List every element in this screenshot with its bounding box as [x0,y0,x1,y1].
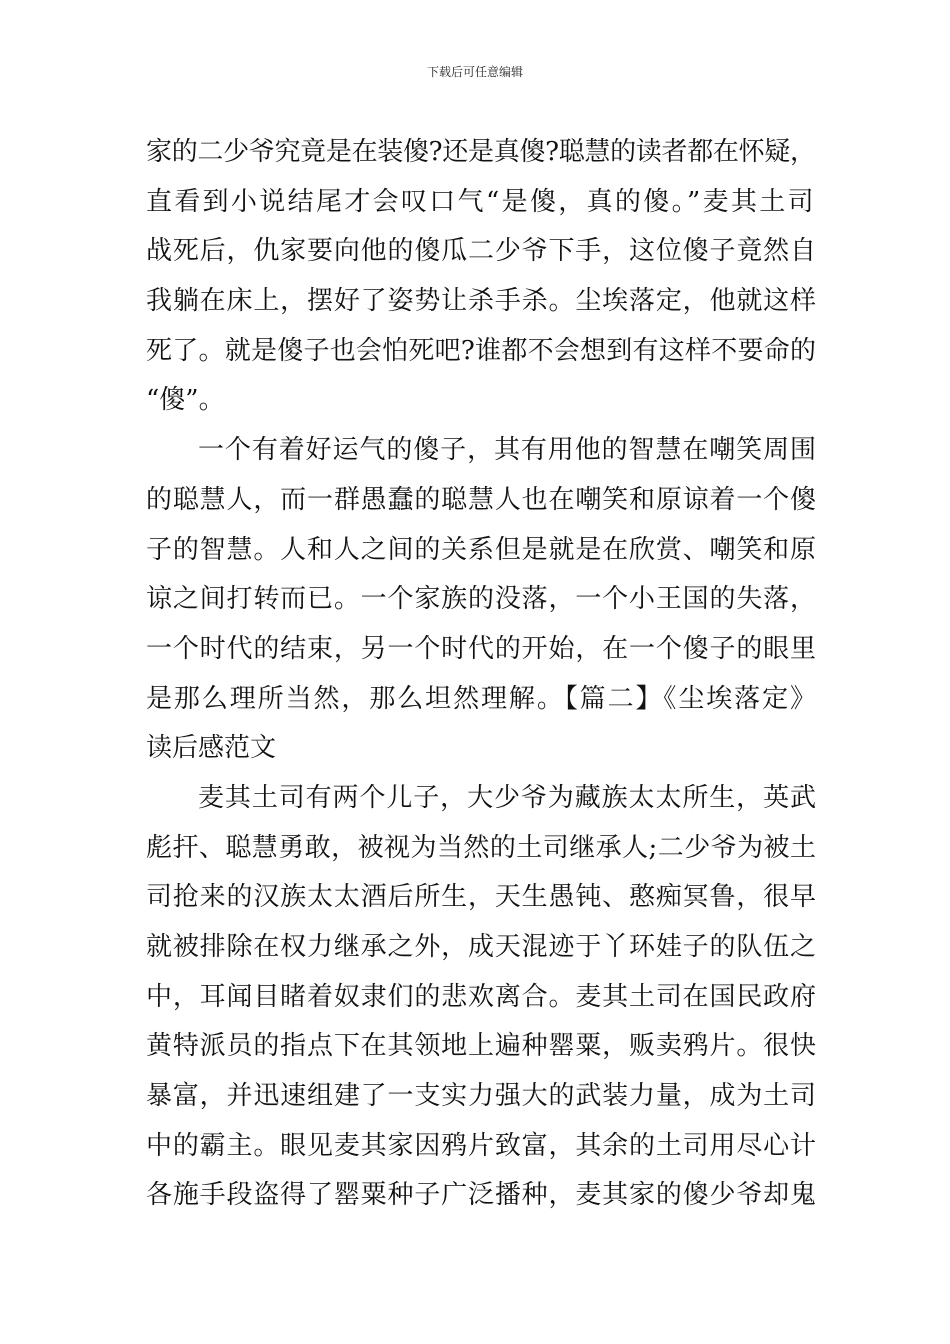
text-line: 子的智慧。人和人之间的关系但是就是在欣赏、嘲笑和原 [146,534,817,565]
text-line: 是那么理所当然，那么坦然理解。【篇二】《尘埃落定》 [146,683,818,714]
text-line: 就被排除在权力继承之外，成天混迹于丫环娃子的队伍之 [146,932,817,962]
text-line: 麦其土司有两个儿子，大少爷为藏族太太所生，英武 [198,782,817,813]
text-line: 彪扞、聪慧勇敢，被视为当然的土司继承人;二少爷为被土 [146,832,817,863]
text-line: 中，耳闻目睹着奴隶们的悲欢离合。麦其土司在国民政府 [146,981,817,1012]
text-line: 暴富，并迅速组建了一支实力强大的武装力量，成为土司 [146,1081,817,1112]
text-line: 一个有着好运气的傻子，其有用他的智慧在嘲笑周围 [198,435,817,466]
text-line: 家的二少爷究竟是在装傻?还是真傻?聪慧的读者都在怀疑， [146,137,816,167]
text-line: 直看到小说结尾才会叹口气“是傻，真的傻。”麦其土司 [146,186,816,217]
text-line: 的聪慧人，而一群愚蠢的聪慧人也在嘲笑和原谅着一个傻 [146,484,817,515]
text-line: “傻”。 [146,385,225,416]
text-line: 各施手段盗得了罂粟种子广泛播种，麦其家的傻少爷却鬼 [146,1180,817,1211]
page-header: 下载后可任意编辑 [426,65,523,79]
text-line: 黄特派员的指点下在其领地上遍种罂粟，贩卖鸦片。很快 [146,1031,817,1062]
text-line: 读后感范文 [146,733,277,764]
text-line: 死了。就是傻子也会怕死吧?谁都不会想到有这样不要命的 [146,335,817,366]
text-line: 一个时代的结束，另一个时代的开始，在一个傻子的眼里 [146,633,817,664]
text-line: 谅之间打转而已。一个家族的没落，一个小王国的失落， [146,584,817,615]
text-line: 司抢来的汉族太太酒后所生，天生愚钝、憨痴冥鲁，很早 [146,882,817,913]
text-line: 战死后，仇家要向他的傻瓜二少爷下手，这位傻子竟然自 [146,236,817,267]
text-line: 我躺在床上，摆好了姿势让杀手杀。尘埃落定，他就这样 [146,286,817,317]
document-body [146,128,816,1221]
text-line: 中的霸主。眼见麦其家因鸦片致富，其余的土司用尽心计 [146,1130,817,1161]
